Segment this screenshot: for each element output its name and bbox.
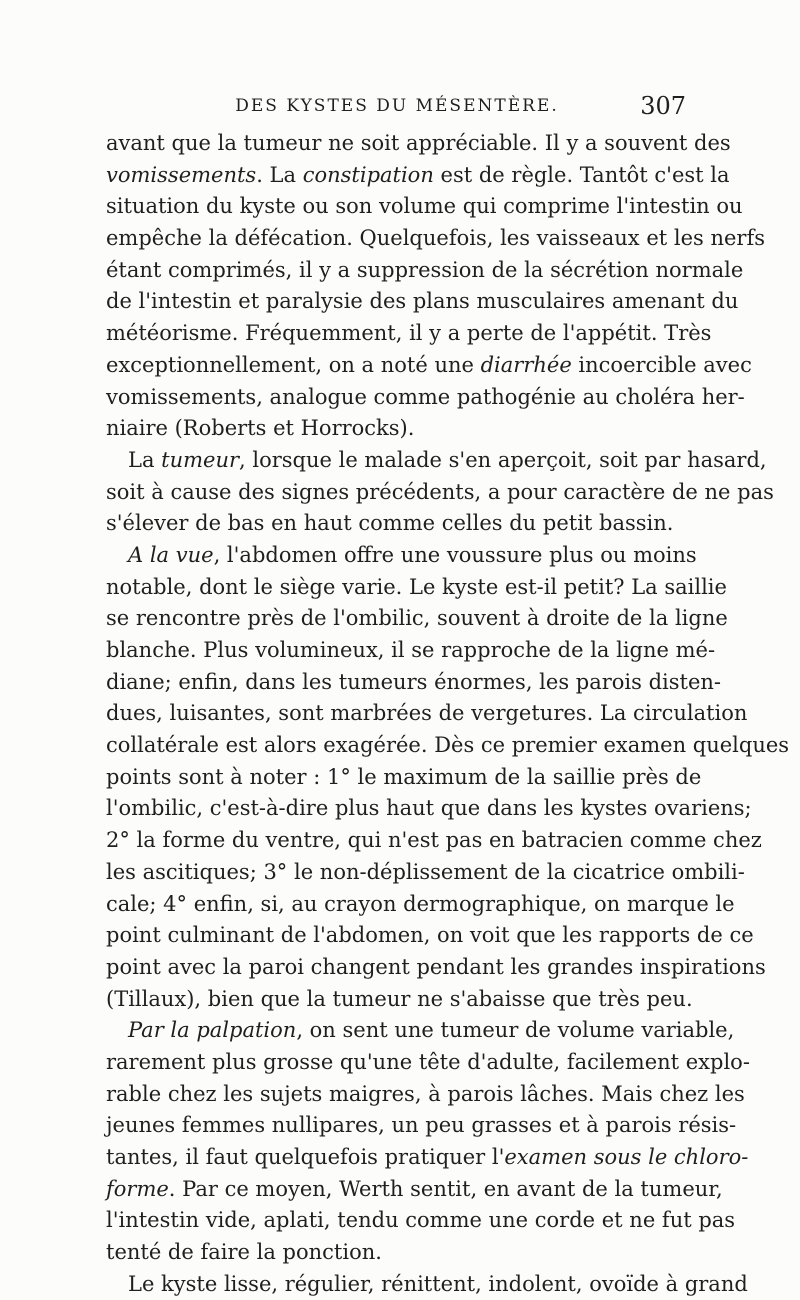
italic-text: tumeur [161,447,240,472]
text-run: . La [256,162,303,187]
text-line [106,730,790,762]
text-run: points sont à noter : 1° le maximum de la saillie près de [106,764,702,789]
text-line [106,952,766,984]
text-run: les ascitiques; 3° le non-déplissement de la cicatrice ombili- [106,859,745,884]
text-run: exceptionnellement, on a noté une [106,352,481,377]
text-run: s'élever de bas en haut comme celles du petit bassin. [106,511,674,536]
text-run: collatérale est alors exagérée. Dès ce premier examen quelques [106,733,790,758]
text-line [106,984,693,1016]
text-run: l'ombilic, c'est-à-dire plus haut que dans les kystes ovariens; [106,796,752,821]
italic-text: examen sous le chloro- [504,1145,749,1169]
page-number: 307 [640,92,686,120]
text-run: tantes, il faut quelquefois pratiquer l' [106,1145,505,1169]
text-line [106,318,712,350]
italic-text: vomissements [106,162,257,187]
text-line [106,920,754,952]
text-line [106,667,722,699]
text-run: incoercible avec [571,352,752,377]
text-line [106,698,748,730]
text-line [106,540,697,572]
text-run: blanche. Plus volumineux, il se rapproche de la ligne mé- [106,638,716,662]
text-line [106,1174,723,1206]
text-run: se rencontre près de l'ombilic, souvent à droite de la ligne [106,606,728,631]
text-run: La [128,447,162,472]
text-line [106,128,731,160]
text-line [106,445,767,477]
italic-text: diarrhée [480,352,572,377]
text-run: point avec la paroi changent pendant les grandes inspirations [106,954,766,979]
text-line [106,857,745,889]
text-line [106,889,735,921]
text-run: avant que la tumeur ne soit appréciable. Il y a souvent des [106,131,731,155]
text-run: , lorsque le malade s'en aperçoit, soit par hasard, [239,447,767,472]
text-line [106,191,743,223]
text-run: Le kyste lisse, régulier, rénittent, indolent, ovoïde à grand [128,1271,748,1296]
text-run: jeunes femmes nullipares, un peu grasses et à parois résis- [106,1113,737,1138]
text-line [106,1237,688,1269]
text-line [106,508,688,540]
running-title: DES KYSTES DU MÉSENTÈRE. [235,96,559,116]
text-line [106,1015,735,1047]
text-line [106,255,744,287]
text-line [106,382,745,414]
text-run: est de règle. Tantôt c'est la [433,162,730,187]
text-line [106,286,739,318]
text-line [106,1110,737,1142]
text-line [106,1205,736,1237]
body-text [106,128,790,1300]
text-line [106,825,762,857]
text-line [106,793,752,825]
text-line [106,1142,749,1174]
text-run: , on sent une tumeur de volume variable, [296,1018,735,1043]
text-run: dues, luisantes, sont marbrées de vergetures. La circulation [106,701,748,726]
text-line [106,1079,745,1111]
text-line [106,762,702,794]
italic-text: constipation [302,162,434,187]
text-line [106,1269,748,1300]
text-run: cale; 4° enfin, si, au crayon dermographique, on marque le [106,891,735,916]
text-run: notable, dont le siège varie. Le kyste est-il petit? La saillie [106,574,727,599]
text-run: 2° la forme du ventre, qui n'est pas en batracien comme chez [106,828,762,853]
text-run: vomissements, analogue comme pathogénie au choléra her- [106,384,745,409]
text-line [106,350,752,382]
italic-text: A la vue [128,542,214,567]
italic-text: Par la palpation [128,1018,297,1043]
text-run: tenté de faire la ponction. [106,1240,382,1265]
text-run: diane; enfin, dans les tumeurs énormes, les parois disten- [106,669,722,694]
text-run: rarement plus grosse qu'une tête d'adulte, facilement explo- [106,1049,750,1074]
text-run: , l'abdomen offre une voussure plus ou moins [213,542,697,567]
text-run: empêche la défécation. Quelquefois, les vaisseaux et les nerfs [106,226,765,251]
text-line [106,413,688,445]
text-line [106,160,730,192]
text-run: météorisme. Fréquemment, il y a perte de l'appétit. Très [106,321,712,346]
text-run: niaire (Roberts et Horrocks). [106,416,415,441]
text-run: situation du kyste ou son volume qui comprime l'intestin ou [106,194,743,219]
text-line [106,603,728,635]
text-line [106,572,727,604]
text-line [106,477,774,509]
text-run: rable chez les sujets maigres, à parois lâches. Mais chez les [106,1081,745,1106]
text-run: étant comprimés, il y a suppression de la sécrétion normale [106,257,744,282]
text-line [106,635,716,667]
text-run: point culminant de l'abdomen, on voit que les rapports de ce [106,923,754,948]
page-header [108,92,686,126]
text-run: l'intestin vide, aplati, tendu comme une corde et ne fut pas [106,1208,736,1233]
text-line [106,1047,750,1079]
italic-text: forme [106,1176,169,1201]
text-line [106,223,765,255]
text-run: de l'intestin et paralysie des plans musculaires amenant du [106,289,739,314]
text-run: (Tillaux), bien que la tumeur ne s'abaisse que très peu. [106,986,693,1011]
text-run: . Par ce moyen, Werth sentit, en avant de la tumeur, [168,1176,723,1201]
text-run: soit à cause des signes précédents, a pour caractère de ne pas [106,479,774,504]
